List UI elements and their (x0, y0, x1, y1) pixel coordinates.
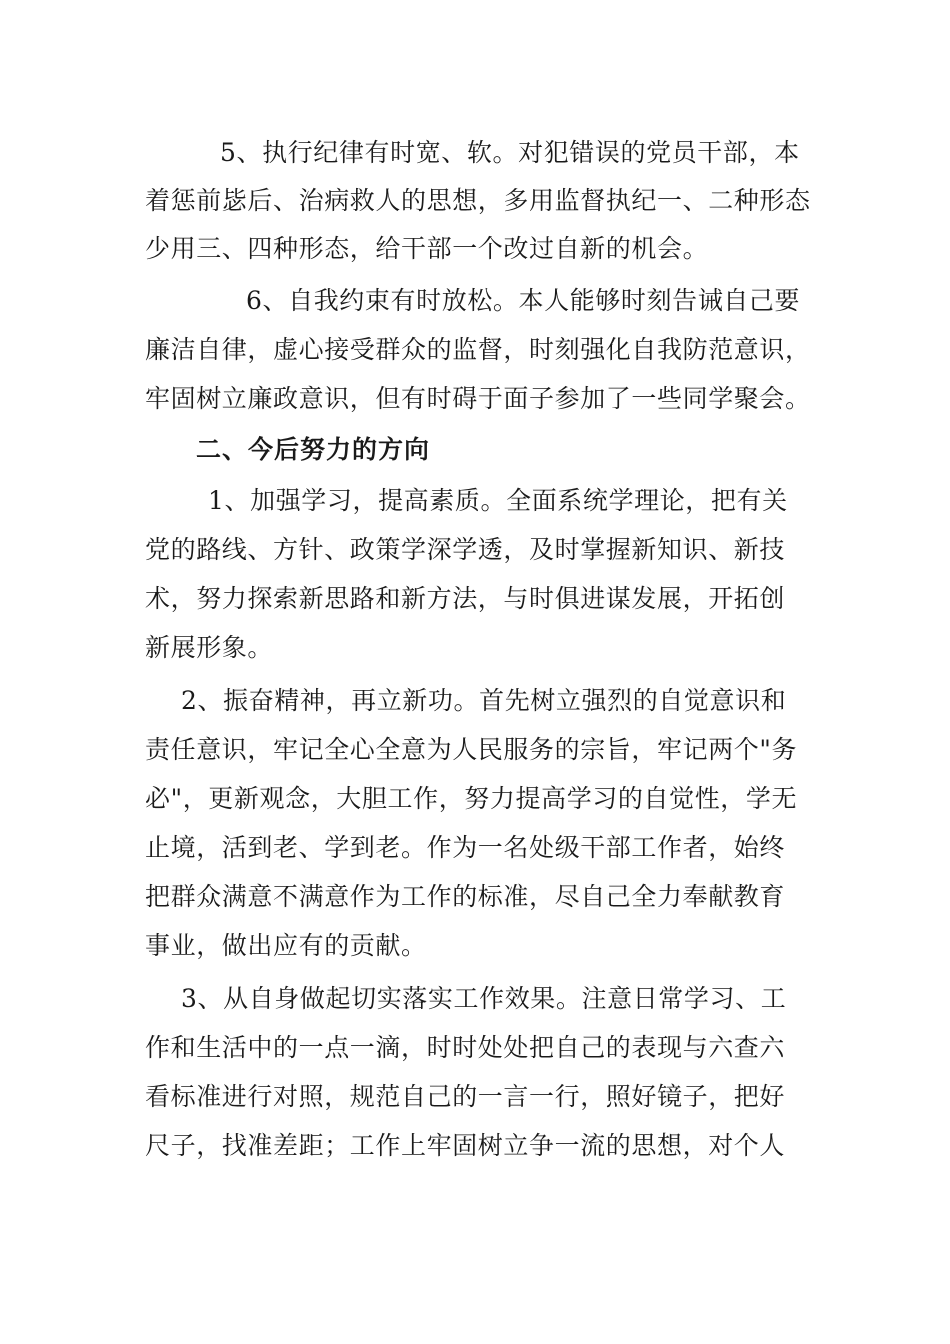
paragraph-6-line-1: 6、自我约束有时放松。本人能够时刻告诫自己要 (246, 286, 801, 315)
paragraph-5-line-1: 5、执行纪律有时宽、软。对犯错误的党员干部，本 (220, 138, 800, 167)
paragraph-1-line-4: 新展形象。 (145, 633, 274, 662)
paragraph-2-line-2: 责任意识，牢记全心全意为人民服务的宗旨，牢记两个"务 (145, 735, 798, 764)
paragraph-2-line-6: 事业，做出应有的贡献。 (145, 931, 427, 960)
section-heading: 二、今后努力的方向 (196, 435, 431, 464)
paragraph-2-line-4: 止境，活到老、学到老。作为一名处级干部工作者，始终 (145, 833, 786, 862)
paragraph-6-line-2: 廉洁自律，虚心接受群众的监督，时刻强化自我防范意识， (145, 335, 811, 364)
paragraph-3-line-4: 尺子，找准差距；工作上牢固树立争一流的思想，对个人 (145, 1131, 786, 1160)
paragraph-6-line-3: 牢固树立廉政意识，但有时碍于面子参加了一些同学聚会。 (145, 384, 811, 413)
paragraph-3-line-3: 看标准进行对照，规范自己的一言一行，照好镜子，把好 (145, 1082, 786, 1111)
paragraph-2-line-3: 必"，更新观念，大胆工作，努力提高学习的自觉性，学无 (145, 784, 798, 813)
paragraph-1-line-1: 1、加强学习，提高素质。全面系统学理论，把有关 (208, 486, 788, 515)
paragraph-1-line-3: 术，努力探索新思路和新方法，与时俱进谋发展，开拓创 (145, 584, 786, 613)
paragraph-3-line-1: 3、从自身做起切实落实工作效果。注意日常学习、工 (181, 984, 787, 1013)
paragraph-5-line-2: 着惩前毖后、治病救人的思想，多用监督执纪一、二种形态 (145, 186, 811, 215)
paragraph-2-line-5: 把群众满意不满意作为工作的标准，尽自己全力奉献教育 (145, 882, 786, 911)
paragraph-3-line-2: 作和生活中的一点一滴，时时处处把自己的表现与六查六 (145, 1033, 786, 1062)
paragraph-1-line-2: 党的路线、方针、政策学深学透，及时掌握新知识、新技 (145, 535, 786, 564)
paragraph-2-line-1: 2、振奋精神，再立新功。首先树立强烈的自觉意识和 (181, 686, 787, 715)
paragraph-5-line-3: 少用三、四种形态，给干部一个改过自新的机会。 (145, 234, 709, 263)
